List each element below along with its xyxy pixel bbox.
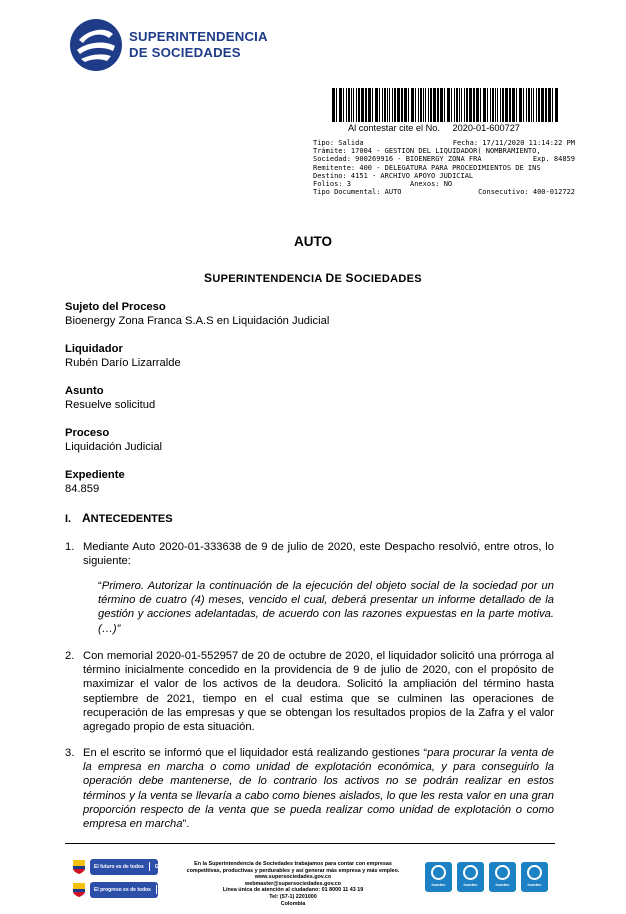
barcode-bar xyxy=(495,88,496,122)
barcode-bar xyxy=(461,88,462,122)
item-number: 1. xyxy=(65,541,75,553)
footer-divider xyxy=(65,843,555,844)
barcode-bar xyxy=(336,88,337,122)
barcode-bar xyxy=(433,88,436,122)
barcode-bar xyxy=(538,88,540,122)
footer-text xyxy=(168,861,418,907)
barcode-bar xyxy=(555,88,558,122)
barcode-bar xyxy=(392,88,393,122)
barcode-bar xyxy=(548,88,551,122)
barcode-bar xyxy=(365,88,367,122)
certification-badges xyxy=(425,862,549,900)
barcode-bar xyxy=(552,88,553,122)
cert-label: icontec xyxy=(463,882,478,887)
stamp-anexos: Anexos: NO xyxy=(410,179,453,188)
list-item-2 xyxy=(65,649,554,734)
barcode-bar xyxy=(353,88,354,122)
list-item-3 xyxy=(65,746,554,831)
quote-bold: Primero xyxy=(101,580,141,592)
logo-line-1: SUPERINTENDENCIA xyxy=(129,29,268,44)
certification-seal-icon xyxy=(527,865,542,880)
section-title: ANTECEDENTES xyxy=(82,511,173,525)
footer-line-2: competitivas, productivas y perdurables y así generar más empresa y más empleo. xyxy=(186,867,400,874)
stamp-sociedad: Sociedad: 900269916 - BIOENERGY ZONA FRA xyxy=(313,155,482,164)
barcode-bar xyxy=(389,88,390,122)
barcode-bar xyxy=(361,88,364,122)
barcode-bar xyxy=(397,88,400,122)
cert-label: icontec xyxy=(495,882,510,887)
meta-value: 84.859 xyxy=(65,483,100,495)
quote-open: “ xyxy=(98,580,102,592)
icontec-badge xyxy=(425,862,452,900)
mincomercio-badge-text-b: MinComercio xyxy=(161,887,194,893)
barcode-bar xyxy=(473,88,475,122)
meta-value: Bioenergy Zona Franca S.A.S en Liquidación Judicial xyxy=(65,315,330,327)
certification-seal-icon xyxy=(463,865,478,880)
barcode-bar xyxy=(536,88,537,122)
barcode-bar xyxy=(384,88,386,122)
footer-hotline: Línea única de atención al ciudadano: 01 8000 11 43 19 xyxy=(222,887,364,894)
meta-label: Asunto xyxy=(65,385,104,397)
barcode-bar xyxy=(444,88,445,122)
logo-line-2: DE SOCIEDADES xyxy=(129,44,241,60)
meta-block-expediente xyxy=(65,468,125,496)
logo-wordmark xyxy=(129,29,268,60)
meta-label: Liquidador xyxy=(65,343,123,355)
barcode-bar xyxy=(483,88,486,122)
barcode-bar xyxy=(497,88,498,122)
cite-number: 2020-01-600727 xyxy=(452,123,520,133)
footer-email: webmaster@supersociedades.gov.co xyxy=(245,880,341,887)
barcode-bar xyxy=(418,88,419,122)
cert-label: icontec xyxy=(431,882,446,887)
stamp-tramite: Trámite: 17004 - GESTION DEL LIQUIDADOR( NOMBRAMIENTO, xyxy=(313,147,541,156)
barcode-bar xyxy=(528,88,530,122)
barcode-bar xyxy=(332,88,335,122)
document-title: AUTO xyxy=(293,234,332,249)
barcode-bar xyxy=(447,88,450,122)
stamp-folios: Folios: 3 xyxy=(313,179,351,188)
barcode-bar xyxy=(459,88,460,122)
barcode-bar xyxy=(387,88,388,122)
stamp-remitente: Remitente: 400 - DELEGATURA PARA PROCEDIMIENTOS DE INS xyxy=(313,163,541,172)
cite-label: Al contestar cite el No. xyxy=(348,123,440,133)
item-text: Con memorial 2020-01-552957 de 20 de octubre de 2020, el liquidador solicitó una prórroga al término inicialmente concedido en la providencia de 9 de julio de 2020, con el propósito de maximizar el valor de los activos de la deudora. Solicitó la ampliación del término hasta septiembre de 2021, tiempo en el cual estima que se culminen las operaciones de recuperación de las empresas y que se obtengan los resultados propios de la Zafra y el valor agregado propio de esta situación. xyxy=(83,650,554,734)
cert-label: icontec xyxy=(527,882,542,887)
barcode-bar xyxy=(408,88,409,122)
item-text xyxy=(83,746,554,831)
barcode-bar xyxy=(401,88,403,122)
barcode-bar xyxy=(480,88,481,122)
barcode-bar xyxy=(372,88,373,122)
icontec-badge xyxy=(489,862,516,900)
gobierno-badge-text: El futuro es de todos xyxy=(94,864,144,870)
stamp-exp: Exp. 84859 xyxy=(532,155,575,164)
cite-row xyxy=(348,123,520,134)
certification-seal-icon xyxy=(431,865,446,880)
footer-line-1: En la Superintendencia de Sociedades trabajamos para contar con empresas xyxy=(194,861,392,867)
barcode-bar xyxy=(356,88,357,122)
supersociedades-logo xyxy=(69,18,299,74)
barcode-bar xyxy=(339,88,342,122)
section-heading xyxy=(65,511,173,525)
barcode-bar xyxy=(382,88,383,122)
footer-phone: Tel: (57-1) 2201000 xyxy=(269,893,317,900)
barcode-bar xyxy=(492,88,494,122)
barcode-bar xyxy=(509,88,511,122)
barcode-bar xyxy=(466,88,468,122)
barcode-bar xyxy=(379,88,380,122)
entity-name: SUPERINTENDENCIA DE SOCIEDADES xyxy=(204,271,422,285)
item-text-italic: para procurar la venta de la empresa en marcha o como unidad de explotación económica, y para conseguirlo la operación debe mantenerse, de lo contrario los activos no se podrán realizar en estos términos y la venta se llevaría a cabo como bienes aislados, lo que les resta valor en una gran proporción respecto de la venta que se pueda realizar como unidad de explotación o como empresa en marcha xyxy=(83,747,554,831)
footer-country: Colombia xyxy=(280,900,306,907)
mincomercio-badge-text: El progreso es de todos xyxy=(94,887,151,893)
footer-website: www.supersociedades.gov.co xyxy=(254,874,332,881)
mincomercio-badge xyxy=(90,882,194,898)
stamp-destino: Destino: 4151 - ARCHIVO APOYO JUDICIAL xyxy=(313,171,474,180)
barcode-bar xyxy=(375,88,378,122)
barcode-bar xyxy=(519,88,522,122)
meta-label: Proceso xyxy=(65,427,110,439)
barcode-bar xyxy=(476,88,479,122)
barcode-bar xyxy=(502,88,504,122)
item-number: 2. xyxy=(65,650,75,662)
icontec-badge xyxy=(457,862,484,900)
barcode-bar xyxy=(464,88,465,122)
meta-block-sujeto xyxy=(65,300,329,328)
government-badges xyxy=(72,858,209,900)
barcode-bar xyxy=(428,88,429,122)
meta-block-asunto xyxy=(65,384,155,412)
barcode-bar xyxy=(500,88,501,122)
meta-value: Rubén Darío Lizarralde xyxy=(65,357,181,369)
barcode-bar xyxy=(490,88,491,122)
barcode-bar xyxy=(451,88,452,122)
stamp-tipo-documental: Tipo Documental: AUTO xyxy=(313,188,402,197)
barcode-bar xyxy=(425,88,426,122)
barcode-bar xyxy=(533,88,534,122)
logo-emblem-icon xyxy=(69,18,123,72)
barcode-bar xyxy=(423,88,424,122)
barcode-bar xyxy=(351,88,352,122)
barcode xyxy=(330,88,560,122)
barcode-bar xyxy=(348,88,350,122)
meta-value: Liquidación Judicial xyxy=(65,441,163,453)
gobierno-badge-text-b: Gobierno de Colombia xyxy=(154,864,209,870)
icontec-badge xyxy=(521,862,548,900)
item-number: 3. xyxy=(65,747,75,759)
barcode-bar xyxy=(526,88,527,122)
barcode-bar xyxy=(523,88,524,122)
meta-label: Expediente xyxy=(65,469,125,481)
barcode-bar xyxy=(541,88,544,122)
barcode-bar xyxy=(430,88,432,122)
barcode-bar xyxy=(358,88,360,122)
barcode-bar xyxy=(469,88,472,122)
barcode-bar xyxy=(512,88,515,122)
gobierno-badge xyxy=(90,859,209,875)
barcode-bar xyxy=(394,88,396,122)
barcode-bar xyxy=(456,88,458,122)
barcode-bar xyxy=(415,88,416,122)
meta-block-liquidador xyxy=(65,342,181,370)
colombia-shield-icon xyxy=(72,859,86,875)
list-item-1 xyxy=(65,540,554,568)
barcode-bar xyxy=(368,88,371,122)
barcode-bar xyxy=(545,88,547,122)
item-text-lead: En el escrito se informó que el liquidador está realizando gestiones “ xyxy=(83,747,428,759)
barcode-bar xyxy=(487,88,488,122)
stamp-fecha: Fecha: 17/11/2020 11:14:22 PM xyxy=(452,139,575,147)
barcode-bar xyxy=(404,88,407,122)
item-text: Mediante Auto 2020-01-333638 de 9 de julio de 2020, este Despacho resolvió, entre otros, lo siguiente: xyxy=(83,541,554,568)
barcode-bar xyxy=(516,88,517,122)
section-number: I. xyxy=(65,513,72,525)
barcode-bar xyxy=(454,88,455,122)
certification-seal-icon xyxy=(495,865,510,880)
item-text-tail: ”. xyxy=(182,818,190,831)
quote-text: . Autorizar la continuación de la ejecución del objeto social de la sociedad por un término de cuatro (4) meses, vencido el cual, deberá presentar un informe detallado de la gestión y acciones adelantadas, de acuerdo con las razones expuestas en la parte motiva. (…)” xyxy=(98,580,554,635)
filing-stamp xyxy=(313,139,575,196)
barcode-bar xyxy=(505,88,508,122)
colombia-shield-icon xyxy=(72,882,86,898)
barcode-bar xyxy=(437,88,439,122)
meta-label: Sujeto del Proceso xyxy=(65,301,166,313)
barcode-bar xyxy=(343,88,344,122)
quote-block xyxy=(98,579,554,636)
barcode-bar xyxy=(346,88,347,122)
stamp-tipo: Tipo: Salida xyxy=(313,139,364,147)
meta-block-proceso xyxy=(65,426,162,454)
barcode-bar xyxy=(531,88,532,122)
barcode-bar xyxy=(420,88,422,122)
stamp-consecutivo: Consecutivo: 400-012722 xyxy=(478,188,575,197)
barcode-bar xyxy=(440,88,443,122)
meta-value: Resuelve solicitud xyxy=(65,399,156,411)
barcode-bar xyxy=(411,88,414,122)
